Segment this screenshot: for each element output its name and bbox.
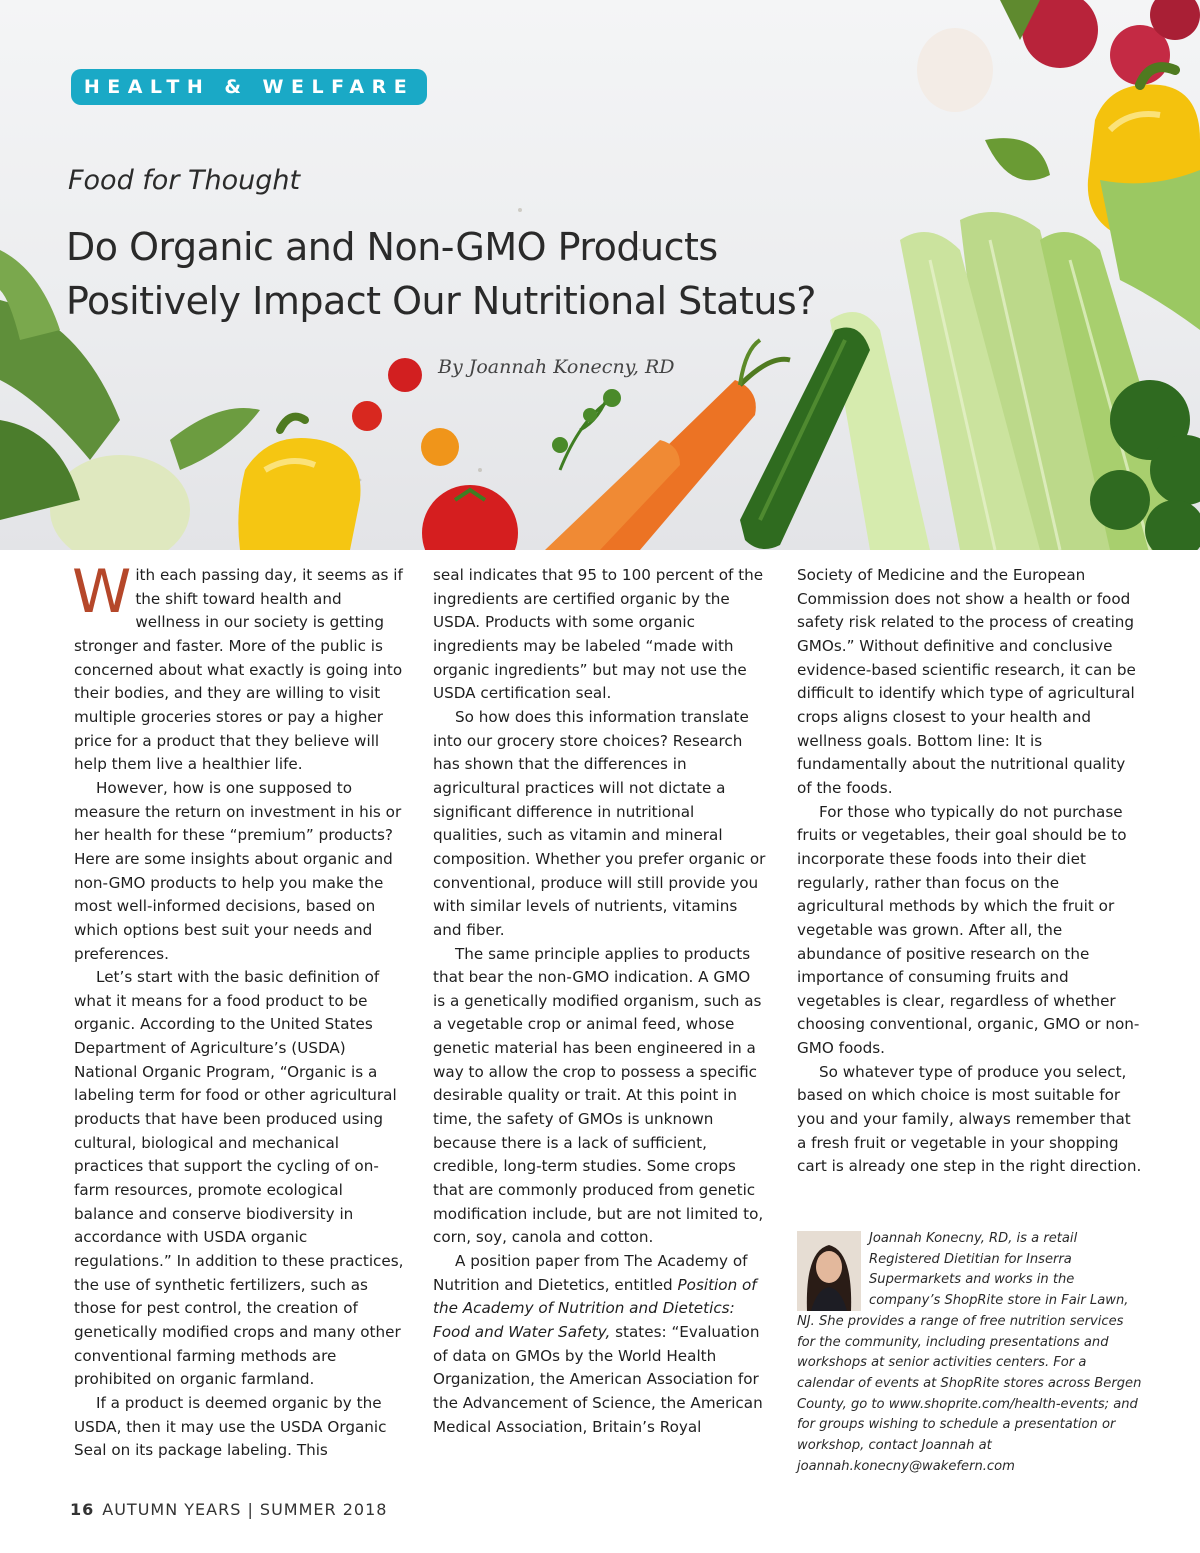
page-number: 16: [70, 1500, 95, 1519]
article-title: [66, 220, 966, 328]
byline: By Joannah Konecny, RD: [438, 356, 675, 378]
basil-leaf-image: [985, 138, 1050, 180]
section-tag: HEALTH & WELFARE: [71, 69, 427, 105]
column-3: [797, 564, 1143, 1179]
paragraph: For those who typically do not purchase fruits or vegetables, their goal should be to incorporate these foods into their diet regularly, rather than focus on the agricultural methods by which the fruit or vegetable was grown. After all, the abundance of positive research on the importance of consuming fruits and vegetables is clear, regardless of whether choosing conventional, organic, GMO or non-GMO foods.: [797, 802, 1140, 1058]
page-footer: [70, 1500, 387, 1519]
header-photo: [0, 0, 1200, 550]
tomatoes-image: [352, 358, 518, 550]
paragraph: However, how is one supposed to measure the return on investment in his or her health for these “premium” products? Here are some insights about organic and non-GMO products to help you make the most well-informed decisions, based on which options best suit your needs and preferences.: [74, 778, 402, 963]
paragraph: The same principle applies to products that bear the non-GMO indication. A GMO is a genetically modified organism, such as a vegetable crop or animal feed, whose genetic material has been engineered in a way to allow the crop to possess a specific desirable quality or trait. At this point in time, the safety of GMOs is unknown because there is a lack of sufficient, credible, long-term studies. Some crops that are commonly produced from genetic modification include, but are not limited to, corn, soy, canola and cotton.: [433, 944, 764, 1247]
title-line-2: Positively Impact Our Nutritional Status?: [66, 279, 816, 323]
position-paper-title: Position of the Academy of Nutrition and Dietetics: Food and Water Safety,: [433, 1275, 757, 1341]
paragraph: [433, 1250, 767, 1439]
paragraph-text: A position paper from The Academy of Nutrition and Dietetics, entitled: [433, 1252, 748, 1294]
cucumber-image: [740, 328, 870, 550]
column-1: [72, 557, 404, 1463]
parsley-image: [560, 390, 610, 470]
paragraph: So how does this information translate into our grocery store choices? Research has shown that the differences in agricultural practices will not dictate a significant difference in nutritional qualities, such as vitamin and mineral composition. Whether you prefer organic or conventional, produce will still provide you with similar levels of nutrients, vitamins and fiber.: [433, 707, 766, 939]
title-line-1: Do Organic and Non-GMO Products: [66, 225, 718, 269]
publication-info: AUTUMN YEARS | SUMMER 2018: [102, 1500, 388, 1519]
paragraph: So whatever type of produce you select, based on which choice is most suitable for you and your family, always remember that a fresh fruit or vegetable in your shopping cart is already one step in the right direction.: [797, 1062, 1142, 1176]
paragraph: [72, 557, 404, 777]
bio-text: Joannah Konecny, RD, is a retail Registered Dietitian for Inserra Supermarkets and works in the company’s ShopRite store in Fair Lawn, NJ. She provides a range of free nutrition services for the community, including presentations and workshops at senior activities centers. For a calendar of events at ShopRite stores across Bergen County, go to www.shoprite.com/health-events; and for groups wishing to schedule a presentation or workshop, contact Joannah at joannah.konecny@wakefern.com: [797, 1231, 1142, 1474]
paragraph: seal indicates that 95 to 100 percent of the ingredients are certified organic by the USDA. Products with some organic ingredients may be labeled “made with organic ingredients” but may not use the USDA certification seal.: [433, 566, 764, 703]
paragraph-text: states: “Evaluation of data on GMOs by the World Health Organization, the American Association for the Advancement of Science, the American Medical Association, Britain’s Royal: [433, 1323, 763, 1436]
column-2: [433, 564, 767, 1439]
paragraph-text: ith each passing day, it seems as if the shift toward health and wellness in our society is getting stronger and faster. More of the public is concerned about what exactly is going into their bodies, and they are willing to visit multiple groceries stores or pay a higher price for a product that they believe will help them live a healthier life.: [74, 566, 403, 774]
paragraph: If a product is deemed organic by the USDA, then it may use the USDA Organic Seal on its package labeling. This: [74, 1393, 387, 1460]
article-kicker: Food for Thought: [68, 165, 301, 196]
yellow-pepper-left-image: [238, 417, 360, 550]
author-photo: [797, 1231, 861, 1311]
author-bio: [797, 1229, 1145, 1477]
paragraph: Let’s start with the basic definition of what it means for a food product to be organic. According to the United States Department of Agriculture’s (USDA) National Organic Program, “Organic is a labeling term for food or other agricultural products that have been produced using cultural, biological and mechanical practices that support the cycling of on-farm resources, promote ecological balance and conserve biodiversity in accordance with USDA organic regulations.” In addition to these practices, the use of synthetic fertilizers, such as those for pest control, the creation of genetically modified crops and many other conventional farming methods are prohibited on organic farmland.: [74, 968, 404, 1389]
paragraph: Society of Medicine and the European Commission does not show a health or food safety risk related to the process of creating GMOs.” Without definitive and conclusive evidence-based scientific research, it can be difficult to identify which type of agricultural crops aligns closest to your health and wellness goals. Bottom line: It is fundamentally about the nutritional quality of the foods.: [797, 566, 1136, 797]
drop-cap: W: [72, 557, 132, 627]
